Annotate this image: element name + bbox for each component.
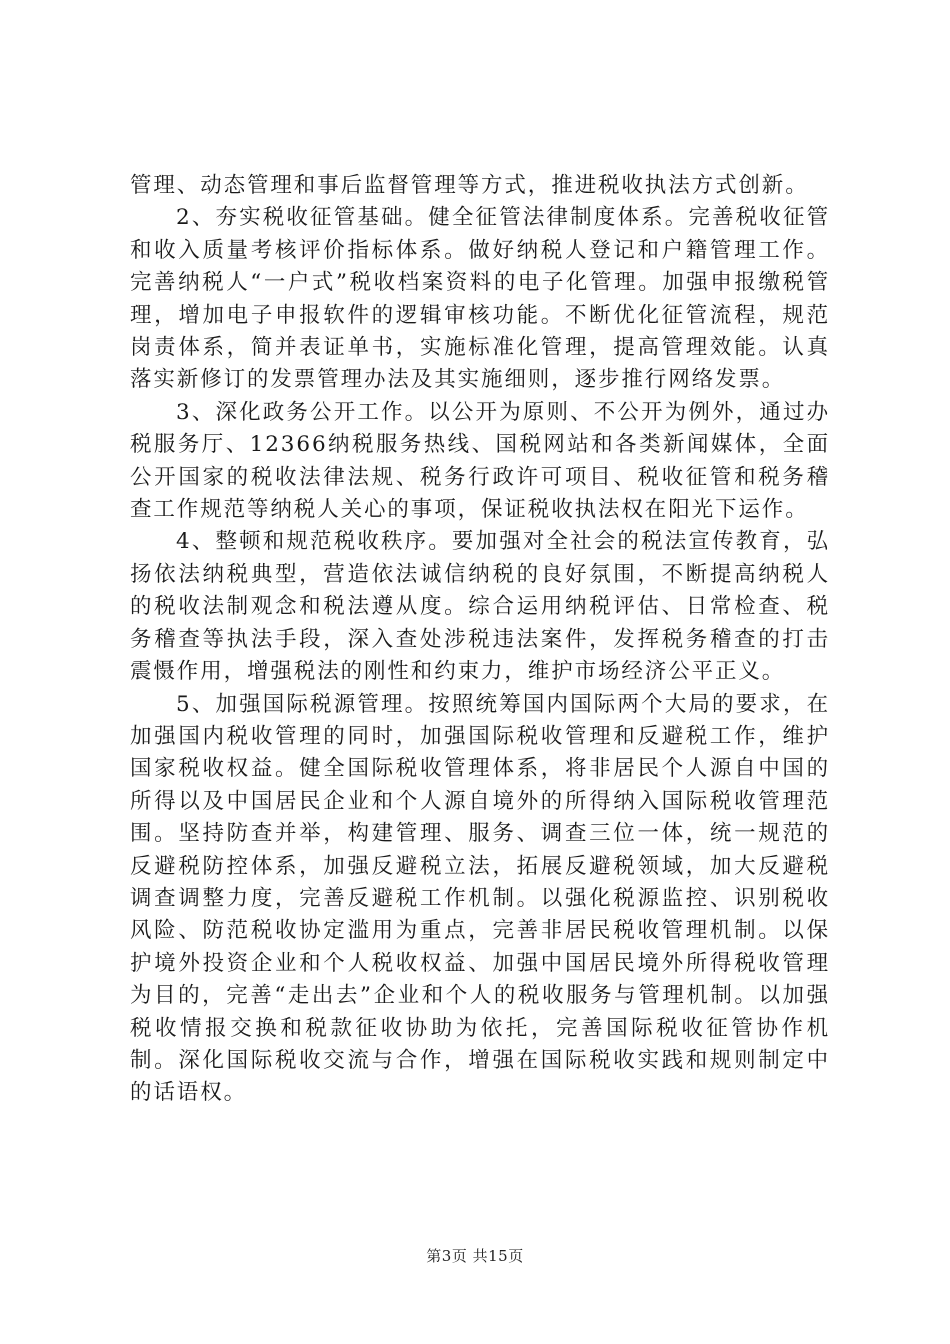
paragraph-item-3: 3、深化政务公开工作。以公开为原则、不公开为例外，通过办税服务厅、12366纳税服务热线、国税网站和各类新闻媒体，全面公开国家的税收法律法规、税务行政许可项目、税收征管和税务稽查工作规范等纳税人关心的事项，保证税收执法权在阳光下运作。 — [130, 399, 830, 523]
paragraph-item-2: 2、夯实税收征管基础。健全征管法律制度体系。完善税收征管和收入质量考核评价指标体系。做好纳税人登记和户籍管理工作。完善纳税人“一户式”税收档案资料的电子化管理。加强申报缴税管理，增加电子申报软件的逻辑审核功能。不断优化征管流程，规范岗责体系，简并表证单书，实施标准化管理，提高管理效能。认真落实新修订的发票管理办法及其实施细则，逐步推行网络发票。 — [130, 205, 830, 393]
document-body — [130, 170, 830, 1110]
paragraph-item-4: 4、整顿和规范税收秩序。要加强对全社会的税法宣传教育，弘扬依法纳税典型，营造依法诚信纳税的良好氛围，不断提高纳税人的税收法制观念和税法遵从度。综合运用纳税评估、日常检查、税务稽查等执法手段，深入查处涉税违法案件，发挥税务稽查的打击震慑作用，增强税法的刚性和约束力，维护市场经济公平正义。 — [130, 529, 830, 685]
paragraph-item-5: 5、加强国际税源管理。按照统筹国内国际两个大局的要求，在加强国内税收管理的同时，加强国际税收管理和反避税工作，维护国家税收权益。健全国际税收管理体系，将非居民个人源自中国的所得以及中国居民企业和个人源自境外的所得纳入国际税收管理范围。坚持防查并举，构建管理、服务、调查三位一体，统一规范的反避税防控体系，加强反避税立法，拓展反避税领域，加大反避税调查调整力度，完善反避税工作机制。以强化税源监控、识别税收风险、防范税收协定滥用为重点，完善非居民税收管理机制。以保护境外投资企业和个人税收权益、加强中国居民境外所得税收管理为目的，完善“走出去”企业和个人的税收服务与管理机制。以加强税收情报交换和税款征收协助为依托，完善国际税收征管协作机制。深化国际税收交流与合作，增强在国际税收实践和规则制定中的话语权。 — [130, 691, 830, 1106]
paragraph-continuation: 管理、动态管理和事后监督管理等方式，推进税收执法方式创新。 — [130, 173, 809, 198]
page-number-footer: 第3页 共15页 — [426, 1247, 524, 1265]
